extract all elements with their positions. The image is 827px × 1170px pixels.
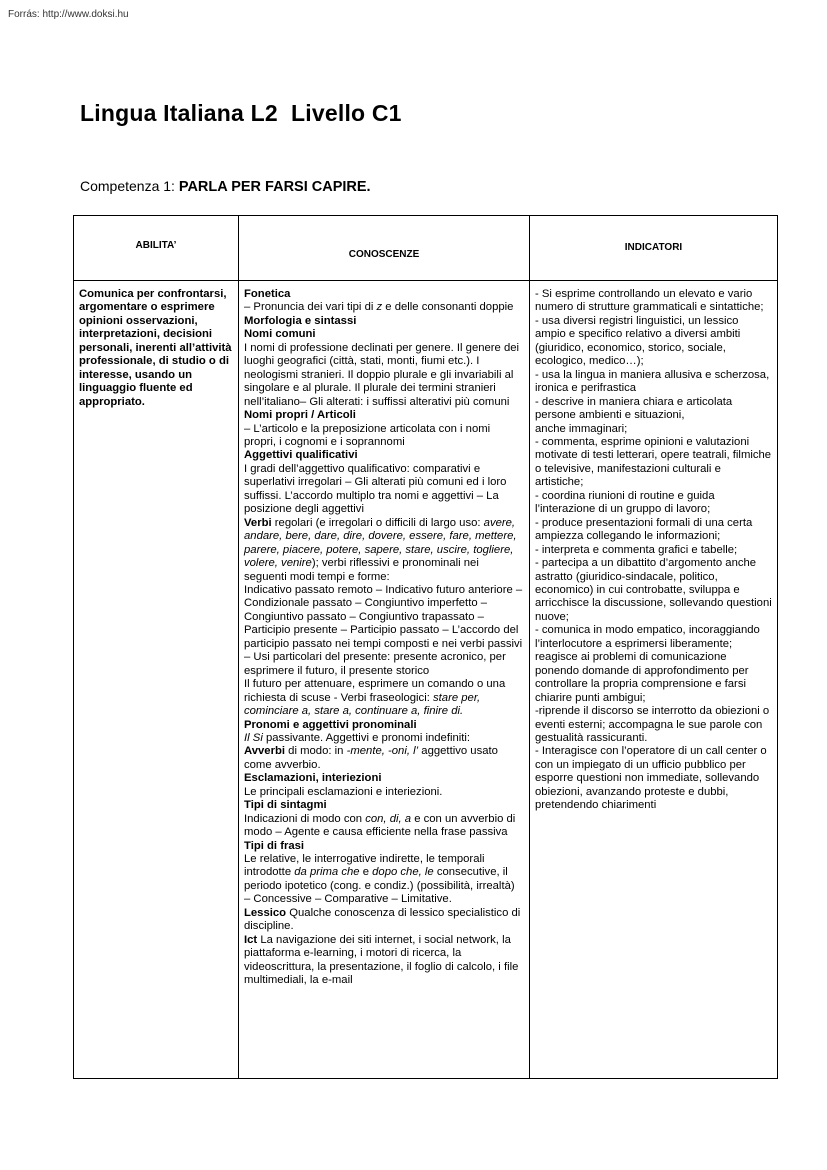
section-heading-morfologia: Morfologia e sintassi [244,314,357,327]
indicator-item: - partecipa a un dibattito d’argomento anche astratto (giuridico-sindacale, politico, economico) in cui controbatte, sviluppa e arricchisce la discussione, sollevando questioni nuove; [535,557,772,623]
indicatori-cell [530,281,778,1079]
section-heading-nomi-propri: Nomi propri / Articoli [244,409,356,422]
lessico-text: Lessico Qualche conoscenza di lessico specialistico di discipline. [244,906,521,933]
pronomi-text: Il Si passivante. Aggettivi e pronomi indefiniti: [244,731,471,744]
verbi-text: Verbi regolari (e irregolari o difficili di largo uso: avere, andare, bere, dare, dire, dovere, essere, fare, mettere, parere, piacere, potere, sapere, stare, uscire, togliere, volere, venire); verbi riflessivi e pronominali nei seguenti modi tempi e forme: [244,516,517,583]
competence-heading [80,178,371,195]
verbi-tempi-text: Indicativo passato remoto – Indicativo futuro anteriore – Condizionale passato – Congiuntivo imperfetto – Congiuntivo passato – Congiuntivo trapassato – Participio presente – Participio passato – L’accordo del participio passato nei tempi composti e nei verbi passivi – Usi particolari del presente: presente acronico, per esprimere il futuro, il presente storico [244,583,523,677]
indicator-item: - usa diversi registri linguistici, un lessico ampio e specifico relativo a diversi ambiti (giuridico, economico, storico, sociale, ecologico, medico…); [535,314,741,368]
nomi-propri-text: – L’articolo e la preposizione articolata con i nomi propri, i cognomi e i soprannomi [244,422,491,448]
indicator-item: - commenta, esprime opinioni e valutazioni motivate di testi letterari, opere teatrali, filmiche o televisive, manifestazioni culturali e artistiche; [535,435,772,489]
section-heading-sintagmi: Tipi di sintagmi [244,799,327,812]
indicator-item: - produce presentazioni formali di una certa ampiezza collegando le informazioni; [535,516,753,543]
header-indicatori: INDICATORI [530,216,778,281]
frasi-text: Le relative, le interrogative indirette, le temporali introdotte da prima che e dopo che, le consecutive, il periodo ipotetico (cong. e condiz.) (possibilità, irrealtà) – Concessive – Comparative – Limitative. [244,853,515,906]
esclamazioni-text: Le principali esclamazioni e interiezioni. [244,785,443,798]
indicator-item: - descrive in maniera chiara e articolata persone ambienti e situazioni, [535,395,733,422]
indicator-item: -riprende il discorso se interrotto da obiezioni o eventi esterni; accompagna le sue parole con gestualità rassicuranti. [535,705,770,744]
competence-table [73,215,778,1079]
competence-title: PARLA PER FARSI CAPIRE. [178,179,371,195]
sintagmi-text: Indicazioni di modo con con, di, a e con un avverbio di modo – Agente e causa efficiente nella frase passiva [244,812,516,839]
fonetica-text: – Pronuncia dei vari tipi di z e delle consonanti doppie [244,301,514,314]
verbi-fraseologici-text: Il futuro per attenuare, esprimere un comando o una richiesta di scuse - Verbi fraseologici: stare per, cominciare a, stare a, continuare a, finire di. [244,678,506,718]
indicator-item: - usa la lingua in maniera allusiva e scherzosa, ironica e perifrastica [535,368,770,395]
section-heading-nomi-comuni: Nomi comuni [244,328,316,341]
section-heading-frasi: Tipi di frasi [244,839,305,852]
section-heading-fonetica: Fonetica [244,288,291,300]
table-header-row [74,216,778,281]
header-abilita: ABILITA’ [74,216,239,281]
header-conoscenze: CONOSCENZE [239,216,530,281]
section-heading-pronomi: Pronomi e aggettivi pronominali [244,718,417,731]
ict-text: Ict La navigazione dei siti internet, i social network, la piattaforma e-learning, i motori di ricerca, la videoscrittura, la presentazione, il foglio di calcolo, i file multimediali, la e-mail [244,933,519,987]
conoscenze-cell [239,281,530,1079]
indicator-item: - Si esprime controllando un elevato e vario numero di strutture grammaticali e sintattiche; [535,288,764,314]
nomi-comuni-text: I nomi di professione declinati per genere. Il genere dei luoghi geografici (città, stati, monti, fiumi etc.). I neologismi stranieri. Il doppio plurale e gli invariabili al singolare e al plurale. Il plurale dei termini stranieri nell’italiano– Gli alterati: i suffissi alterativi più comuni [244,341,520,408]
indicator-item: - Interagisce con l’operatore di un call center o con un impiegato di un ufficio pubblico per esporre questioni non immediate, sollevando obiezioni, avanzando proteste e dubbi, pretendendo chiarimenti [535,745,767,812]
indicator-item: - interpreta e commenta grafici e tabelle; [535,543,738,556]
aggettivi-text: I gradi dell’aggettivo qualificativo: comparativi e superlativi irregolari – Gli alterati più comuni ed i loro suffissi. L’accordo multiplo tra nomi e aggettivi – La posizione degli aggettivi [244,462,507,516]
indicator-item: - coordina riunioni di routine e guida l’interazione di un gruppo di lavoro; [535,489,715,516]
indicator-item: anche immaginari; [535,422,628,435]
avverbi-text: Avverbi di modo: in -mente, -oni, l’ aggettivo usato come avverbio. [244,745,498,771]
competence-label: Competenza 1: [80,178,179,194]
abilita-cell: Comunica per confrontarsi, argomentare o esprimere opinioni osservazioni, interpretazioni, decisioni personali, inerenti all’attività professionale, di studio o di interesse, usando un linguaggio fluente ed appropriato. [74,281,239,1079]
section-heading-aggettivi: Aggettivi qualificativi [244,449,358,462]
table-row [74,281,778,1079]
indicator-item: - comunica in modo empatico, incoraggiando l’interlocutore a esprimersi liberamente; reagisce ai problemi di comunicazione ponendo domande di approfondimento per controllare la propria comprensione e farsi chiarire punti ambigui; [535,624,760,704]
source-note: Forrás: http://www.doksi.hu [8,9,129,20]
section-heading-esclamazioni: Esclamazioni, interiezioni [244,772,382,785]
page-title: Lingua Italiana L2 Livello C1 [80,100,402,126]
